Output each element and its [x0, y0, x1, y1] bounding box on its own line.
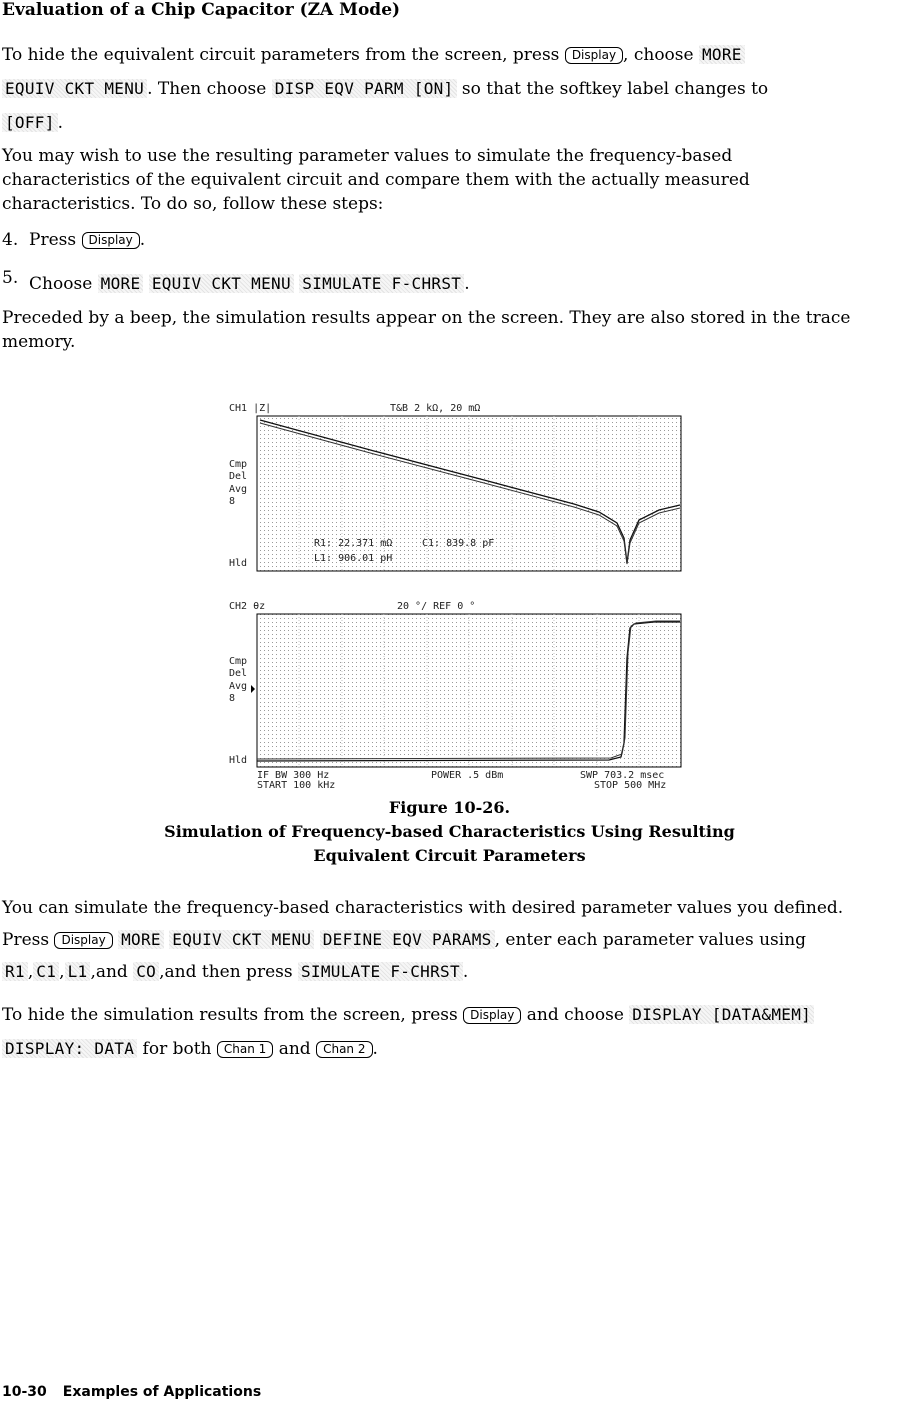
- section-name: Examples of Applications: [62, 1384, 262, 1400]
- ch1-side-del: Del: [229, 471, 248, 482]
- paragraph-hide-simulation: To hide the simulation results from the screen, press Display and choose DISPLAY [DATA&MEM] DISPLAY: DATA for both Chan 1 and Chan 2 .: [2, 998, 897, 1066]
- ch2-label: CH2 θz: [229, 601, 266, 612]
- softkey-equiv-ckt-menu: EQUIV CKT MENU: [169, 930, 314, 949]
- display-key: Display: [82, 232, 140, 249]
- softkey-more: MORE: [98, 274, 144, 293]
- softkey-co: CO: [133, 962, 159, 981]
- softkey-equiv-ckt-menu: EQUIV CKT MENU: [2, 79, 147, 98]
- ch1-hld: Hld: [229, 558, 248, 569]
- ch1-side-avg: Avg: [229, 484, 248, 495]
- softkey-more: MORE: [699, 45, 745, 64]
- softkey-r1: R1: [2, 962, 28, 981]
- source-power: POWER .5 dBm: [431, 770, 504, 781]
- page-number: 10-30: [2, 1384, 47, 1400]
- softkey-display-data-mem: DISPLAY [DATA&MEM]: [629, 1005, 814, 1024]
- step-4: 4. Press Display .: [2, 230, 146, 250]
- softkey-simulate-f-chrst: SIMULATE F-CHRST: [299, 274, 464, 293]
- ch2-graticule: [257, 614, 681, 767]
- ch2-side-count: 8: [229, 693, 236, 704]
- page-footer: [2, 1384, 277, 1400]
- ch1-side-labels: [229, 459, 247, 507]
- paragraph-hide-params: To hide the equivalent circuit parameters from the screen, press Display , choose MORE EQUIV CKT MENU . Then choose DISP EQV PARM [ON] so that the softkey label changes to [OFF] .: [2, 45, 769, 133]
- reference-marker-icon: [251, 685, 255, 693]
- ch1-side-cmp: Cmp: [229, 459, 248, 470]
- analyzer-screen-figure: [224, 398, 689, 794]
- ch1-l1-value: L1: 906.01 pH: [314, 553, 393, 564]
- softkey-simulate-f-chrst: SIMULATE F-CHRST: [298, 962, 463, 981]
- paragraph-simulate-intro: You may wish to use the resulting parameter values to simulate the frequency-based characteristics of the equivalent circuit and compare them with the actually measured characteristics. To do so, follow these steps:: [2, 146, 750, 214]
- chan-1-key: Chan 1: [217, 1041, 273, 1058]
- start-frequency: START 100 kHz: [257, 780, 336, 791]
- softkey-disp-eqv-parm: DISP EQV PARM [ON]: [272, 79, 457, 98]
- paragraph-define-params: You can simulate the frequency-based characteristics with desired parameter values you defined. Press Display MORE EQUIV CKT MENU DEFINE EQV PARAMS , enter each parameter values using R1 , C1 , L1 ,and CO ,and then press SIMULATE F-CHRST .: [2, 898, 844, 982]
- figure-caption-line-1: Simulation of Frequency-based Characteristics Using Resulting: [164, 822, 735, 841]
- softkey-define-eqv-params: DEFINE EQV PARAMS: [320, 930, 495, 949]
- figure-number: Figure 10-26.: [388, 798, 511, 817]
- softkey-l1: L1: [65, 962, 91, 981]
- ch1-side-count: 8: [229, 496, 236, 507]
- ch1-c1-value: C1: 839.8 pF: [422, 538, 495, 549]
- softkey-c1: C1: [33, 962, 59, 981]
- softkey-display-data: DISPLAY: DATA: [2, 1039, 137, 1058]
- ch2-side-labels: [229, 656, 247, 704]
- step-5: 5. Choose MORE EQUIV CKT MENU SIMULATE F-CHRST .: [2, 268, 470, 294]
- softkey-equiv-ckt-menu: EQUIV CKT MENU: [149, 274, 294, 293]
- ch2-hld: Hld: [229, 755, 248, 766]
- display-key: Display: [565, 47, 623, 64]
- ch1-scale: T&B 2 kΩ, 20 mΩ: [390, 403, 481, 414]
- display-key: Display: [463, 1007, 521, 1024]
- ch1-r1-value: R1: 22.371 mΩ: [314, 538, 393, 549]
- ch2-scale: 20 °/ REF 0 °: [397, 601, 476, 612]
- stop-frequency: STOP 500 MHz: [594, 780, 667, 791]
- display-key: Display: [54, 932, 112, 949]
- sweep-time: SWP 703.2 msec: [580, 770, 665, 781]
- softkey-more: MORE: [118, 930, 164, 949]
- if-bandwidth: IF BW 300 Hz: [257, 770, 330, 781]
- figure-caption-line-2: Equivalent Circuit Parameters: [313, 846, 586, 865]
- ch1-label: CH1 |Z|: [229, 403, 272, 414]
- paragraph-simulation-results: Preceded by a beep, the simulation results appear on the screen. They are also stored in the trace memory.: [2, 308, 851, 352]
- ch2-side-avg: Avg: [229, 681, 248, 692]
- section-heading: Evaluation of a Chip Capacitor (ZA Mode): [2, 0, 401, 20]
- ch2-side-cmp: Cmp: [229, 656, 248, 667]
- softkey-off: [OFF]: [2, 113, 58, 132]
- ch2-side-del: Del: [229, 668, 248, 679]
- chan-2-key: Chan 2: [316, 1041, 372, 1058]
